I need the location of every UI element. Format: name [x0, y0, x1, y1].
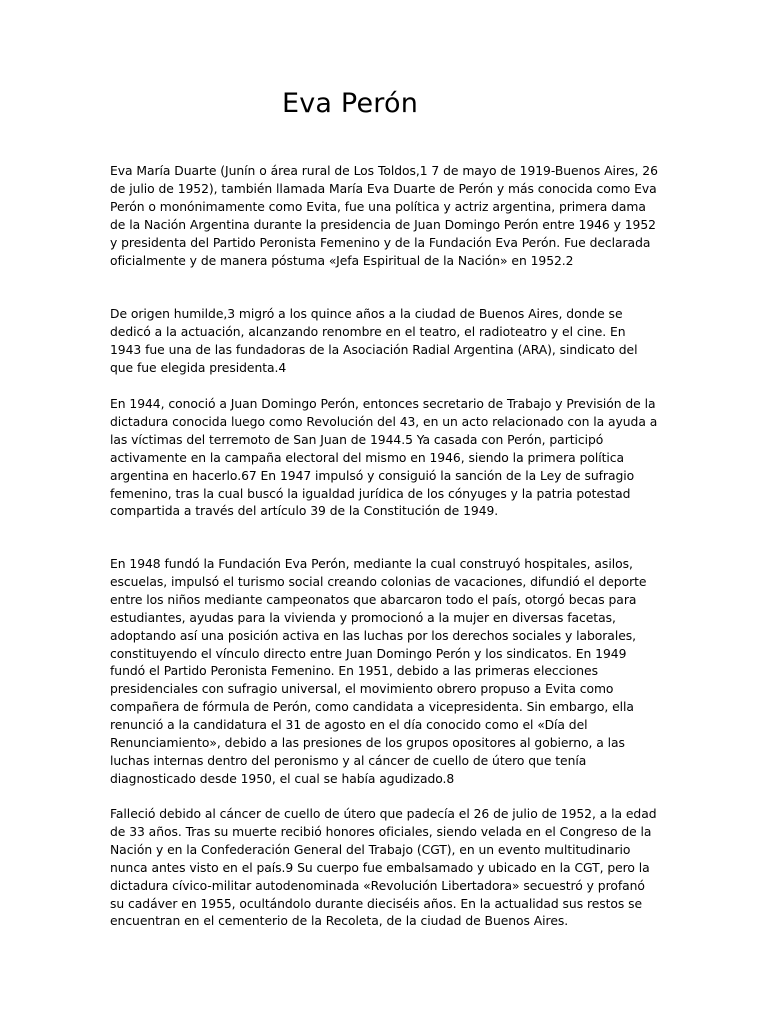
paragraph-peron: En 1944, conoció a Juan Domingo Perón, entonces secretario de Trabajo y Previsión de la dictadura conocida luego como Revolución del 43, en un acto relacionado con la ayuda a las víctimas del terremoto de San Juan de 1944.5 Ya casada con Perón, participó activamente en la campaña electoral del mismo en 1946, siendo la primera política argentina en hacerlo.67 En 1947 impulsó y consiguió la sanción de la Ley de sufragio femenino, tras la cual buscó la igualdad jurídica de los cónyuges y la patria potestad compartida a través del artículo 39 de la Constitución de 1949. [110, 397, 658, 519]
paragraph-death: Falleció debido al cáncer de cuello de útero que padecía el 26 de julio de 1952, a la edad de 33 años. Tras su muerte recibió honores oficiales, siendo velada en el Congreso de la Nación y en la Confederación General del Trabajo (CGT), en un evento multitudinario nunca antes visto en el país.9 Su cuerpo fue embalsamado y ubicado en la CGT, pero la dictadura cívico-militar autodenominada «Revolución Libertadora» secuestró y profanó su cadáver en 1955, ocultándolo durante dieciséis años. En la actualidad sus restos se encuentran en el cementerio de la Recoleta, de la ciudad de Buenos Aires. [110, 807, 657, 929]
paragraph-origin: De origen humilde,3 migró a los quince años a la ciudad de Buenos Aires, donde se dedicó a la actuación, alcanzando renombre en el teatro, el radioteatro y el cine. En 1943 fue una de las fundadoras de la Asociación Radial Argentina (ARA), sindicato del que fue elegida presidenta.4 [110, 307, 638, 375]
paragraph-foundation: En 1948 fundó la Fundación Eva Perón, mediante la cual construyó hospitales, asilos, escuelas, impulsó el turismo social creando colonias de vacaciones, difundió el deporte entre los niños mediante campeonatos que abarcaron todo el país, otorgó becas para estudiantes, ayudas para la vivienda y promocionó a la mujer en diversas facetas, adoptando así una posición activa en las luchas por los derechos sociales y laborales, constituyendo el vínculo directo entre Juan Domingo Perón y los sindicatos. En 1949 fundó el Partido Peronista Femenino. En 1951, debido a las primeras elecciones presidenciales con sufragio universal, el movimiento obrero propuso a Evita como compañera de fórmula de Perón, como candidata a vicepresidenta. Sin embargo, ella renunció a la candidatura el 31 de agosto en el día conocido como el «Día del Renunciamiento», debido a las presiones de los grupos opositores al gobierno, a las luchas internas dentro del peronismo y al cáncer de cuello de útero que tenía diagnosticado desde 1950, el cual se había agudizado.8 [110, 557, 647, 786]
document-title: Eva Perón [281, 88, 419, 119]
paragraph-intro: Eva María Duarte (Junín o área rural de Los Toldos,1 7 de mayo de 1919-Buenos Aires, 26 de julio de 1952), también llamada María Eva Duarte de Perón y más conocida como Eva Perón o monónimamente como Evita, fue una política y actriz argentina, primera dama de la Nación Argentina durante la presidencia de Juan Domingo Perón entre 1946 y 1952 y presidenta del Partido Peronista Femenino y de la Fundación Eva Perón. Fue declarada oficialmente y de manera póstuma «Jefa Espiritual de la Nación» en 1952.2 [110, 164, 658, 268]
